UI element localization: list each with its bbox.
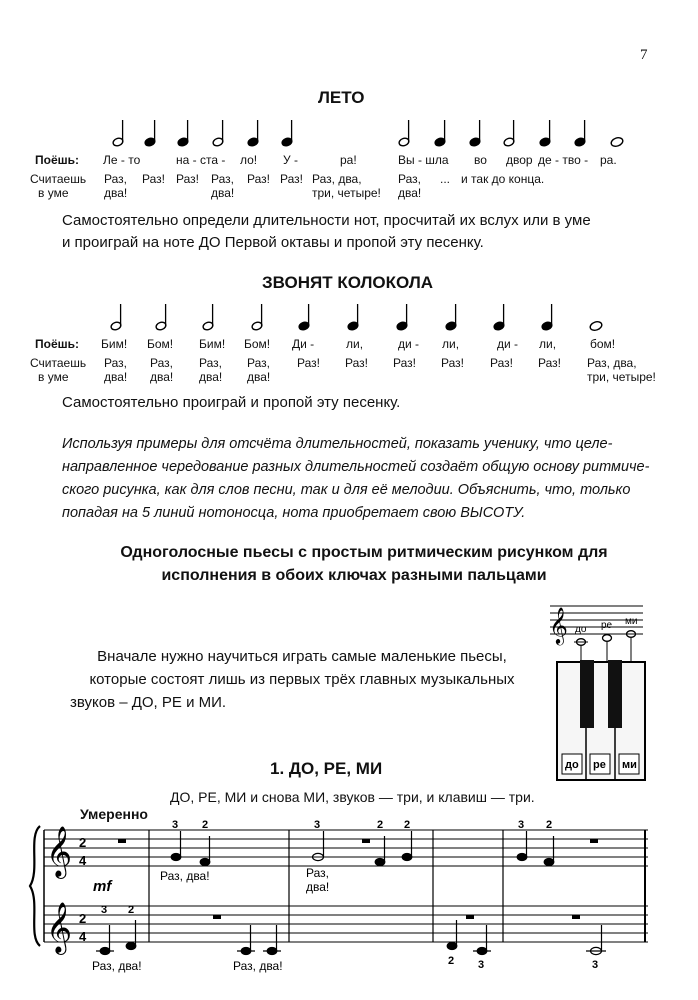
song2-count-9-line-1: Раз! [490, 356, 513, 370]
para1-line1: Самостоятельно определи длительности нот, просчитай их вслух или в уме [62, 212, 591, 229]
song2-count-2-line-2: два! [150, 370, 174, 384]
song1-count-3-line-1: Раз! [176, 172, 199, 186]
count-upper-2: Раз, [306, 866, 329, 880]
song2-count-3-line-1: Раз, [199, 356, 222, 370]
song2-lyric-7: ди - [398, 337, 420, 351]
song1-lyric-1: Ле - то [103, 153, 141, 167]
song1-lyric-8: двор [506, 153, 533, 167]
song2-count-1-line-1: Раз, [104, 356, 127, 370]
mini-name-do: до [575, 624, 587, 635]
song2-count-11-line-2: три, четыре! [587, 370, 656, 384]
song1-count-6-line-1: Раз! [280, 172, 303, 186]
section-heading-line-1: Одноголосные пьесы с простым ритмическим рисунком для [120, 544, 608, 561]
tempo-marking: Умеренно [80, 806, 148, 822]
para2: Самостоятельно проиграй и пропой эту песенку. [62, 394, 401, 411]
note-lower-6 [477, 948, 487, 955]
count-lower-2: Раз, два! [233, 959, 283, 973]
italic-line-2: направленное чередование разных длительностей создаёт общую основу ритмиче- [62, 459, 650, 475]
song1-count-1-line-2: два! [104, 186, 128, 200]
song2-lyric-11: бом! [590, 337, 616, 351]
song1-lyric-10: ра. [600, 153, 617, 167]
italic-line-3: ского рисунка, как для слов песни, так и для её мелодии. Объяснить, что, только [62, 482, 631, 498]
song1-lyric-4: У - [283, 153, 298, 167]
mini-treble-clef-icon: 𝄞 [549, 607, 568, 643]
intro-line-1: Вначале нужно научиться играть самые маленькие пьесы, [97, 648, 507, 665]
mini-name-mi: ми [625, 616, 638, 627]
song2-count-4-line-2: два! [247, 370, 271, 384]
song2-count-10-line-1: Раз! [538, 356, 561, 370]
italic-line-4: попадая на 5 линий нотоносца, нота приобретает свою ВЫСОТУ. [62, 505, 526, 521]
song1-lyric-3: ло! [240, 153, 258, 167]
note-lower-3 [241, 948, 251, 955]
finger-u7: 2 [546, 819, 553, 831]
finger-u4: 2 [377, 819, 384, 831]
key-label-do: до [565, 759, 579, 771]
time-sig-upper-top: 2 [79, 835, 87, 850]
finger-l1: 3 [101, 904, 108, 916]
finger-l2: 2 [128, 904, 135, 916]
lower-notes [96, 920, 606, 955]
song2-count-4-line-1: Раз, [247, 356, 270, 370]
time-sig-lower-bottom: 4 [79, 929, 87, 944]
note-upper-5 [402, 854, 412, 861]
barlines [149, 830, 645, 942]
song2-count-3-line-2: два! [199, 370, 223, 384]
finger-l4: 3 [478, 959, 485, 971]
page-number: 7 [640, 47, 648, 63]
rest-upper-m3 [362, 839, 370, 843]
italic-line-1: Используя примеры для отсчёта длительностей, показать ученику, что целе- [62, 436, 613, 452]
note-lower-5 [447, 943, 457, 950]
song2-sing-label: Поёшь: [35, 337, 80, 351]
note-upper-1 [171, 854, 181, 861]
song1-count-5-line-1: Раз! [247, 172, 270, 186]
note-upper-2 [200, 859, 210, 866]
intro-line-2: которые состоят лишь из первых трёх главных музыкальных [89, 671, 515, 688]
rest-lower-m6 [572, 915, 580, 919]
song2-lyric-1: Бим! [101, 337, 128, 351]
piece-title: 1. ДО, РЕ, МИ [270, 759, 383, 778]
section-heading-line-2: исполнения в обоих ключах разными пальцами [161, 567, 547, 584]
finger-u6: 3 [518, 819, 525, 831]
finger-u1: 3 [172, 819, 179, 831]
finger-l3: 2 [448, 955, 455, 967]
song1-count-10-line-1: и так до конца. [461, 172, 545, 186]
song1-lyric-2: на - ста - [176, 153, 226, 167]
song2-lyric-2: Бом! [147, 337, 174, 351]
song2-count-7-line-1: Раз! [393, 356, 416, 370]
song1-count-label-1: Считаешь [30, 172, 87, 186]
key-label-re: ре [593, 759, 606, 771]
rest-lower-m2 [213, 915, 221, 919]
song2-count-6-line-1: Раз! [345, 356, 368, 370]
note-lower-1 [100, 948, 110, 955]
note-upper-4 [375, 859, 385, 866]
finger-u5: 2 [404, 819, 411, 831]
treble-clef-lower-icon: 𝄞 [46, 903, 73, 952]
intro-line-3: звуков – ДО, РЕ и МИ. [70, 694, 227, 711]
song2-count-2-line-1: Раз, [150, 356, 173, 370]
song1-lyric-6: Вы - шла [398, 153, 449, 167]
song1-count-label-2: в уме [38, 186, 69, 200]
piece-subtitle: ДО, РЕ, МИ и снова МИ, звуков — три, и клавиш — три. [170, 789, 535, 805]
rest-upper-m5 [590, 839, 598, 843]
song2-count-8-line-1: Раз! [441, 356, 464, 370]
song1-lyric-7: во [474, 153, 487, 167]
mini-name-re: ре [601, 620, 613, 631]
count-upper-1: Раз, два! [160, 869, 210, 883]
song1-count-8-line-1: Раз, [398, 172, 421, 186]
song2-lyric-4: Бом! [244, 337, 271, 351]
song2-count-5-line-1: Раз! [297, 356, 320, 370]
finger-u3: 3 [314, 819, 321, 831]
song1-sing-label: Поёшь: [35, 153, 80, 167]
song1-lyric-9: де - тво - [538, 153, 589, 167]
song2-title: ЗВОНЯТ КОЛОКОЛА [262, 273, 434, 292]
song2-lyric-3: Бим! [199, 337, 226, 351]
time-sig-lower-top: 2 [79, 911, 87, 926]
song1-count-8-line-2: два! [398, 186, 422, 200]
finger-l5: 3 [592, 959, 599, 971]
song2-lyric-8: ли, [442, 337, 460, 351]
song2-lyric-6: ли, [346, 337, 364, 351]
song1-count-2-line-1: Раз! [142, 172, 165, 186]
para1-line2: и проиграй на ноте ДО Первой октавы и пропой эту песенку. [62, 234, 484, 251]
song2-count-11-line-1: Раз, два, [587, 356, 637, 370]
song2-lyric-10: ли, [539, 337, 557, 351]
song2-count-label-1: Считаешь [30, 356, 87, 370]
song2-lyric-5: Ди - [292, 337, 315, 351]
brace [30, 826, 40, 946]
key-label-mi: ми [622, 759, 637, 771]
treble-clef-upper-icon: 𝄞 [46, 827, 73, 876]
song1-count-7-line-1: Раз, два, [312, 172, 362, 186]
song2-count-1-line-2: два! [104, 370, 128, 384]
note-lower-2 [126, 943, 136, 950]
song1-title: ЛЕТО [318, 88, 365, 107]
count-lower-1: Раз, два! [92, 959, 142, 973]
note-upper-7 [544, 859, 554, 866]
upper-staff [44, 830, 648, 866]
finger-u2: 2 [202, 819, 209, 831]
song1-count-1-line-1: Раз, [104, 172, 127, 186]
note-upper-6 [517, 854, 527, 861]
rest-upper-m1 [118, 839, 126, 843]
rest-lower-m4 [466, 915, 474, 919]
song1-count-4-line-1: Раз, [211, 172, 234, 186]
song2-lyric-9: ди - [497, 337, 519, 351]
dynamic-mf: mf [93, 878, 112, 895]
count-upper-3: два! [306, 880, 330, 894]
song1-count-4-line-2: два! [211, 186, 235, 200]
lower-staff [44, 906, 648, 942]
song1-lyric-5: ра! [340, 153, 357, 167]
song1-count-7-line-2: три, четыре! [312, 186, 381, 200]
song1-count-9-line-1: ... [440, 172, 451, 186]
time-sig-upper-bottom: 4 [79, 853, 87, 868]
song2-count-label-2: в уме [38, 370, 69, 384]
